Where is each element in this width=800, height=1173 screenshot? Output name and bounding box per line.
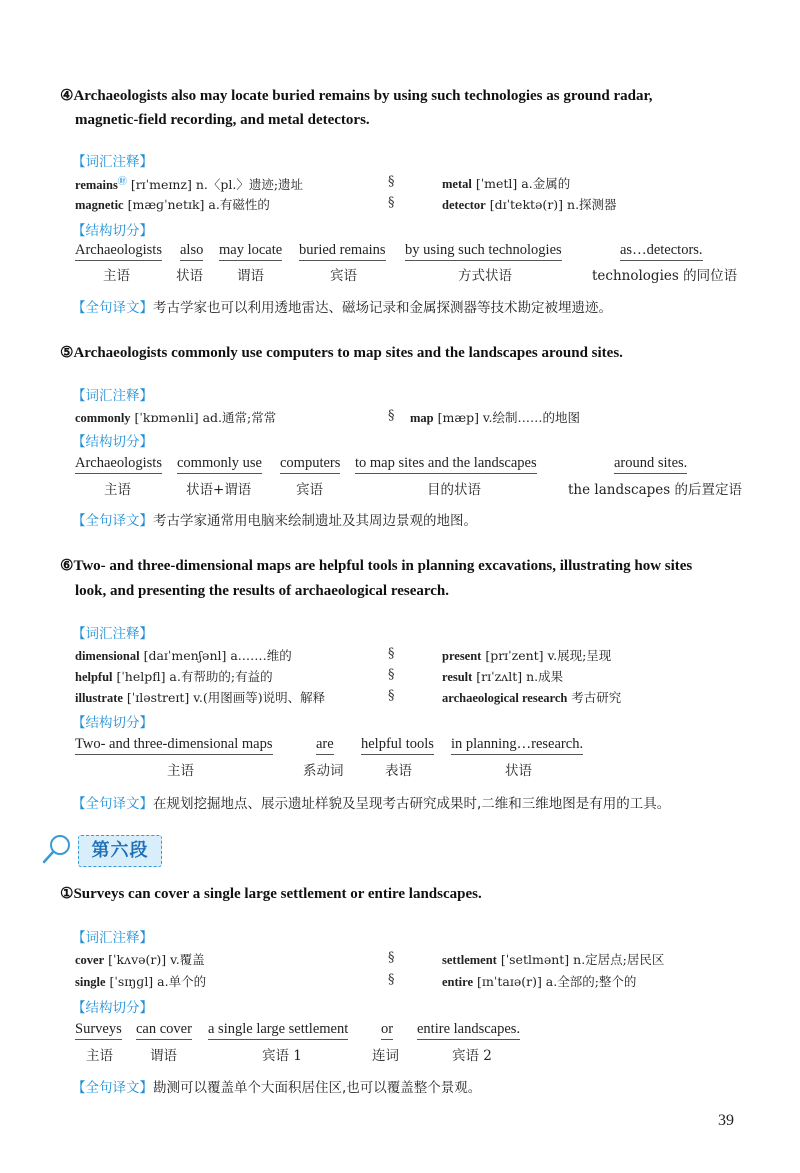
structure-segment: around sites.: [614, 455, 687, 474]
vocab-heading: 【词汇注释】: [72, 930, 153, 946]
vocab-entry: result [rɪˈzʌlt] n.成果: [442, 669, 564, 684]
vocab-entry: commonly [ˈkɒmənli] ad.通常;常常: [75, 410, 277, 425]
structure-segment: as…detectors.: [620, 242, 703, 261]
structure-heading: 【结构切分】: [72, 1000, 153, 1016]
structure-role: the landscapes 的后置定语: [568, 482, 742, 498]
structure-segment: or: [381, 1021, 393, 1040]
structure-segment: Surveys: [75, 1021, 122, 1040]
structure-segment: Archaeologists: [75, 455, 162, 474]
structure-role: 宾语: [296, 482, 323, 498]
sentence-4-line-2: magnetic-field recording, and metal detectors.: [75, 112, 370, 128]
page-number: 39: [718, 1112, 734, 1129]
structure-segment: commonly use: [177, 455, 262, 474]
structure-role: 方式状语: [458, 268, 512, 284]
structure-role: 宾语 2: [452, 1048, 492, 1064]
translation: 【全句译文】勘测可以覆盖单个大面积居住区,也可以覆盖整个景观。: [72, 1080, 482, 1096]
vocab-separator: §: [388, 195, 395, 210]
vocab-separator: §: [388, 667, 395, 682]
structure-role: 状语: [505, 763, 532, 779]
structure-segment: computers: [280, 455, 340, 474]
vocab-entry: present [prɪˈzent] v.展现;呈现: [442, 648, 612, 663]
sentence-4-line-1: ④Archaeologists also may locate buried remains by using such technologies as ground radar,: [60, 88, 653, 104]
structure-role: 主语: [86, 1048, 113, 1064]
vocab-entry: dimensional [daɪˈmenʃənl] a.……维的: [75, 648, 292, 663]
structure-role: 目的状语: [427, 482, 481, 498]
structure-role: 连词: [372, 1048, 399, 1064]
structure-role: 主语: [104, 482, 131, 498]
vocab-entry: remains㊖ [rɪˈmeɪnz] n.〈pl.〉遗迹;遗址: [75, 177, 304, 193]
vocab-separator: §: [388, 950, 395, 965]
paragraph-6-title: 第六段: [78, 835, 162, 867]
vocab-entry: archaeological research 考古研究: [442, 690, 622, 705]
structure-heading: 【结构切分】: [72, 223, 153, 239]
vocab-entry: helpful [ˈhelpfl] a.有帮助的;有益的: [75, 669, 273, 684]
vocab-entry: detector [dɪˈtektə(r)] n.探测器: [442, 197, 617, 212]
structure-role: technologies 的同位语: [592, 268, 738, 284]
structure-role: 表语: [385, 763, 412, 779]
translation: 【全句译文】考古学家也可以利用透地雷达、磁场记录和金属探测器等技术勘定被埋遗迹。: [72, 300, 612, 316]
structure-segment: a single large settlement: [208, 1021, 348, 1040]
vocab-separator: §: [388, 972, 395, 987]
structure-heading: 【结构切分】: [72, 434, 153, 450]
structure-segment: Archaeologists: [75, 242, 162, 261]
structure-segment: in planning…research.: [451, 736, 583, 755]
structure-role: 主语: [167, 763, 194, 779]
vocab-entry: magnetic [mæɡˈnetɪk] a.有磁性的: [75, 197, 270, 212]
structure-role: 状语: [176, 268, 203, 284]
p6-sentence-1-line-1: ①Surveys can cover a single large settlement or entire landscapes.: [60, 886, 482, 902]
structure-segment: are: [316, 736, 334, 755]
structure-heading: 【结构切分】: [72, 715, 153, 731]
magnifier-icon: [40, 830, 80, 870]
vocab-heading: 【词汇注释】: [72, 388, 153, 404]
structure-role: 宾语 1: [262, 1048, 302, 1064]
sentence-5-line-1: ⑤Archaeologists commonly use computers to map sites and the landscapes around sites.: [60, 345, 623, 361]
vocab-separator: §: [388, 174, 395, 189]
structure-role: 系动词: [303, 763, 344, 779]
translation: 【全句译文】考古学家通常用电脑来绘制遗址及其周边景观的地图。: [72, 513, 477, 529]
structure-segment: can cover: [136, 1021, 192, 1040]
structure-role: 状语+谓语: [186, 482, 252, 498]
structure-segment: entire landscapes.: [417, 1021, 520, 1040]
structure-segment: to map sites and the landscapes: [355, 455, 537, 474]
vocab-separator: §: [388, 408, 395, 423]
structure-segment: helpful tools: [361, 736, 434, 755]
vocab-heading: 【词汇注释】: [72, 626, 153, 642]
structure-segment: buried remains: [299, 242, 386, 261]
translation: 【全句译文】在规划挖掘地点、展示遗址样貌及呈现考古研究成果时,二维和三维地图是有用的工具。: [72, 796, 671, 812]
sentence-6-line-1: ⑥Two- and three-dimensional maps are helpful tools in planning excavations, illustrating how sites: [60, 558, 693, 574]
vocab-entry: illustrate [ˈɪləstreɪt] v.(用图画等)说明、解释: [75, 690, 326, 705]
sentence-6-line-2: look, and presenting the results of archaeological research.: [75, 583, 450, 599]
structure-role: 谓语: [237, 268, 264, 284]
vocab-entry: entire [ɪnˈtaɪə(r)] a.全部的;整个的: [442, 974, 637, 989]
structure-role: 主语: [103, 268, 130, 284]
structure-segment: may locate: [219, 242, 282, 261]
structure-role: 谓语: [150, 1048, 177, 1064]
vocab-entry: metal [ˈmetl] a.金属的: [442, 176, 571, 191]
vocab-heading: 【词汇注释】: [72, 154, 153, 170]
vocab-entry: single [ˈsɪŋɡl] a.单个的: [75, 974, 207, 989]
structure-segment: Two- and three-dimensional maps: [75, 736, 273, 755]
structure-segment: also: [180, 242, 203, 261]
vocab-separator: §: [388, 688, 395, 703]
structure-segment: by using such technologies: [405, 242, 562, 261]
vocab-entry: map [mæp] v.绘制……的地图: [410, 410, 580, 425]
structure-role: 宾语: [330, 268, 357, 284]
vocab-entry: settlement [ˈsetlmənt] n.定居点;居民区: [442, 952, 665, 967]
vocab-entry: cover [ˈkʌvə(r)] v.覆盖: [75, 952, 205, 967]
vocab-separator: §: [388, 646, 395, 661]
